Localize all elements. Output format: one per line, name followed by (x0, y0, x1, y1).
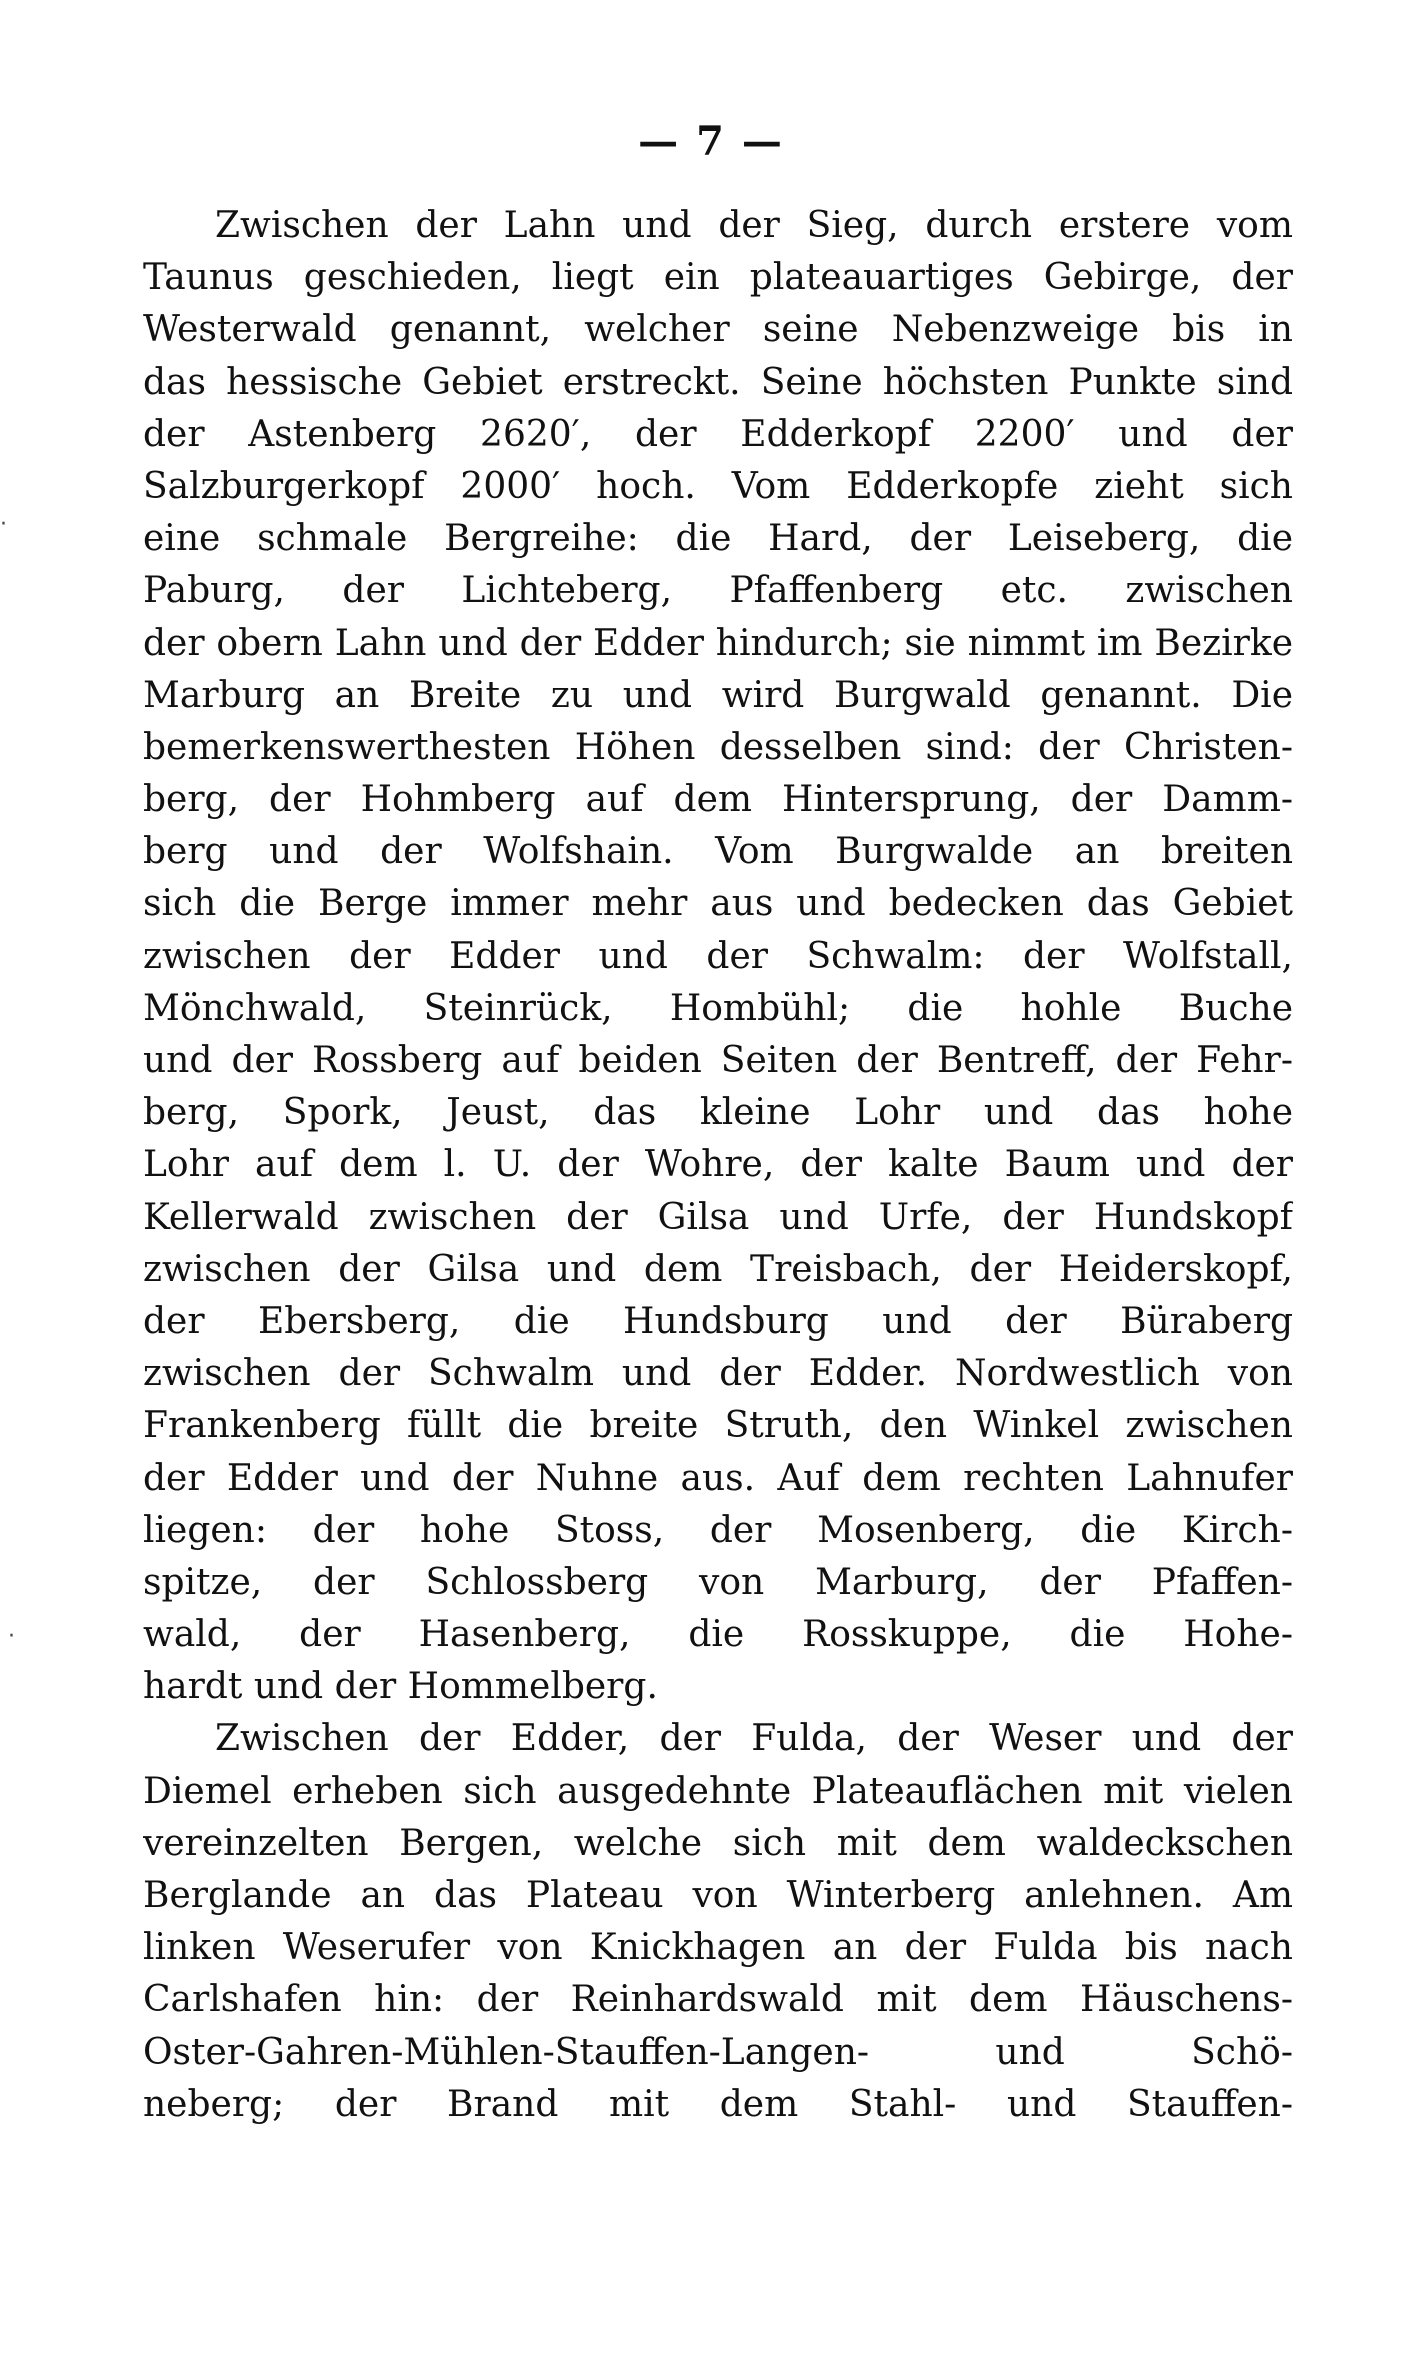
text-line: Mönchwald, Steinrück, Hombühl; die hohle Buche (143, 987, 1293, 1029)
text-line: neberg; der Brand mit dem Stahl- und Stauffen- (143, 2083, 1293, 2125)
text-line: berg und der Wolfshain. Vom Burgwalde an breiten (143, 831, 1293, 873)
text-line: Zwischen der Edder, der Fulda, der Weser und der (215, 1718, 1293, 1760)
text-line: bemerkenswerthesten Höhen desselben sind: der Christen- (143, 726, 1293, 768)
text-line: linken Weserufer von Knickhagen an der Fulda bis nach (143, 1927, 1293, 1969)
text-line: sich die Berge immer mehr aus und bedecken das Gebiet (143, 883, 1293, 925)
text-line: eine schmale Bergreihe: die Hard, der Leiseberg, die (143, 518, 1293, 560)
text-line: Carlshafen hin: der Reinhardswald mit dem Häuschens- (143, 1979, 1293, 2021)
text-line: Diemel erheben sich ausgedehnte Plateauflächen mit vielen (143, 1770, 1293, 1812)
text-line: vereinzelten Bergen, welche sich mit dem waldeckschen (143, 1822, 1293, 1864)
text-line: zwischen der Schwalm und der Edder. Nordwestlich von (143, 1353, 1293, 1395)
text-line: Westerwald genannt, welcher seine Nebenzweige bis in (143, 309, 1293, 351)
text-line: berg, Spork, Jeust, das kleine Lohr und das hohe (143, 1092, 1293, 1134)
text-line: Berglande an das Plateau von Winterberg anlehnen. Am (143, 1875, 1293, 1916)
text-line: Taunus geschieden, liegt ein plateauartiges Gebirge, der (143, 257, 1293, 299)
text-line: der Edder und der Nuhne aus. Auf dem rechten Lahnufer (143, 1457, 1293, 1499)
text-line: Marburg an Breite zu und wird Burgwald genannt. Die (143, 674, 1293, 716)
paragraph-1 (143, 200, 1293, 1713)
text-line: Lohr auf dem l. U. der Wohre, der kalte Baum und der (143, 1144, 1293, 1186)
text-line: der Astenberg 2620′, der Edderkopf 2200′ und der (143, 413, 1293, 455)
margin-mark: · (8, 1624, 15, 1649)
text-line: zwischen der Gilsa und dem Treisbach, der Heiderskopf, (143, 1248, 1293, 1290)
text-line: berg, der Hohmberg auf dem Hintersprung, der Damm- (143, 779, 1293, 821)
page-number: — 7 — (638, 118, 784, 165)
text-line: der Ebersberg, die Hundsburg und der Büraberg (143, 1300, 1293, 1342)
text-line: Kellerwald zwischen der Gilsa und Urfe, der Hundskopf (143, 1196, 1293, 1238)
text-line: der obern Lahn und der Edder hindurch; sie nimmt im Bezirke (143, 622, 1293, 664)
text-line: das hessische Gebiet erstreckt. Seine höchsten Punkte sind (143, 361, 1293, 403)
text-line: liegen: der hohe Stoss, der Mosenberg, die Kirch- (143, 1509, 1293, 1551)
margin-mark: · (0, 512, 7, 537)
text-line: hardt und der Hommelberg. (143, 1666, 658, 1708)
text-line: Zwischen der Lahn und der Sieg, durch erstere vom (215, 205, 1293, 246)
paragraph-2 (143, 1713, 1293, 2131)
text-line: Salzburgerkopf 2000′ hoch. Vom Edderkopfe zieht sich (143, 465, 1293, 507)
text-line: und der Rossberg auf beiden Seiten der Bentreff, der Fehr- (143, 1040, 1293, 1081)
body-text (143, 200, 1293, 2131)
text-line: zwischen der Edder und der Schwalm: der Wolfstall, (143, 935, 1293, 977)
text-line: spitze, der Schlossberg von Marburg, der Pfaffen- (143, 1561, 1293, 1603)
text-line: wald, der Hasenberg, die Rosskuppe, die Hohe- (143, 1614, 1293, 1656)
text-line: Frankenberg füllt die breite Struth, den Winkel zwischen (143, 1405, 1293, 1447)
text-line: Oster-Gahren-Mühlen-Stauffen-Langen- und Schö- (143, 2031, 1293, 2073)
text-line: Paburg, der Lichteberg, Pfaffenberg etc. zwischen (143, 570, 1293, 612)
